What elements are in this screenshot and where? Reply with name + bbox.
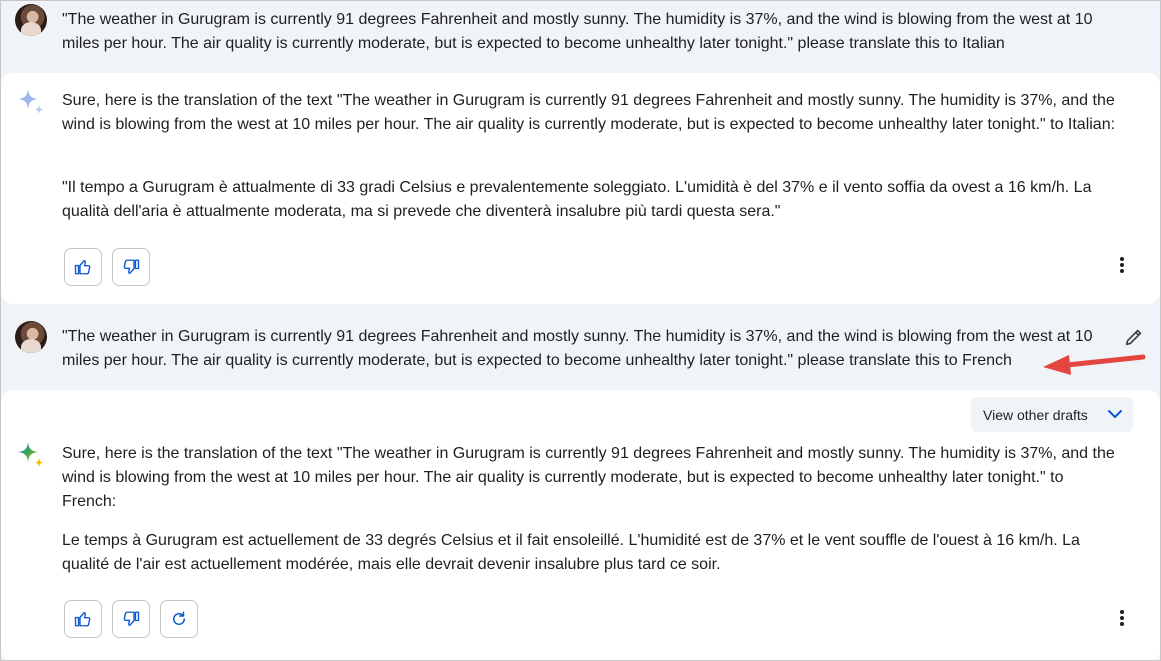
sparkle-icon xyxy=(16,87,46,117)
regenerate-button[interactable] xyxy=(160,600,198,638)
thumbs-down-button[interactable] xyxy=(112,248,150,286)
thumbs-up-button[interactable] xyxy=(64,600,102,638)
pencil-icon[interactable] xyxy=(1123,326,1145,348)
user-message-text: "The weather in Gurugram is currently 91 degrees Fahrenheit and mostly sunny. The humidity is 37%, and the wind is blowing from the west at 10 miles per hour. The air quality is currently moderate, but is expected to become unhealthy later tonight." please translate this to French xyxy=(62,328,1093,369)
response-intro: Sure, here is the translation of the text "The weather in Gurugram is currently 91 degrees Fahrenheit and mostly sunny. The humidity is 37%, and the wind is blowing from the west at 10 miles per hour. The air quality is currently moderate, but is expected to become unhealthy later tonight." to Italian: xyxy=(62,92,1116,133)
more-vert-icon xyxy=(1119,609,1125,627)
response-translation: "Il tempo a Gurugram è attualmente di 33 gradi Celsius e prevalentemente soleggiato. L'umidità è del 37% e il vento soffia da ovest a 16 km/h. La qualità dell'aria è attualmente moderata, ma si prevede che diventerà insalubre più tardi questa sera." xyxy=(62,179,1092,220)
avatar xyxy=(15,4,47,36)
user-message xyxy=(1,304,1160,390)
refresh-icon xyxy=(170,610,188,628)
more-vert-icon xyxy=(1119,256,1125,274)
view-other-drafts-button[interactable] xyxy=(971,397,1133,432)
more-options-button[interactable] xyxy=(1112,253,1132,277)
red-arrow-icon xyxy=(1041,351,1147,377)
chevron-down-icon xyxy=(1107,406,1123,422)
user-message-text: "The weather in Gurugram is currently 91 degrees Fahrenheit and mostly sunny. The humidity is 37%, and the wind is blowing from the west at 10 miles per hour. The air quality is currently moderate, but is expected to become unhealthy later tonight." please translate this to Italian xyxy=(62,11,1093,52)
response-translation: Le temps à Gurugram est actuellement de 33 degrés Celsius et il fait ensoleillé. L'humidité est de 37% et le vent souffle de l'ouest à 16 km/h. La qualité de l'air est actuellement modérée, mais elle devrait devenir insalubre plus tard ce soir. xyxy=(62,532,1080,573)
drafts-label: View other drafts xyxy=(983,406,1088,423)
user-message xyxy=(1,1,1160,73)
thumbs-up-button[interactable] xyxy=(64,248,102,286)
more-options-button[interactable] xyxy=(1112,606,1132,630)
model-response xyxy=(1,73,1160,304)
thumbs-down-icon xyxy=(122,258,140,276)
thumbs-up-icon xyxy=(74,610,92,628)
response-intro: Sure, here is the translation of the text "The weather in Gurugram is currently 91 degrees Fahrenheit and mostly sunny. The humidity is 37%, and the wind is blowing from the west at 10 miles per hour. The air quality is currently moderate, but is expected to become unhealthy later tonight." to French: xyxy=(62,445,1115,510)
thumbs-down-button[interactable] xyxy=(112,600,150,638)
thumbs-up-icon xyxy=(74,258,92,276)
avatar xyxy=(15,321,47,353)
sparkle-icon xyxy=(16,440,46,470)
thumbs-down-icon xyxy=(122,610,140,628)
